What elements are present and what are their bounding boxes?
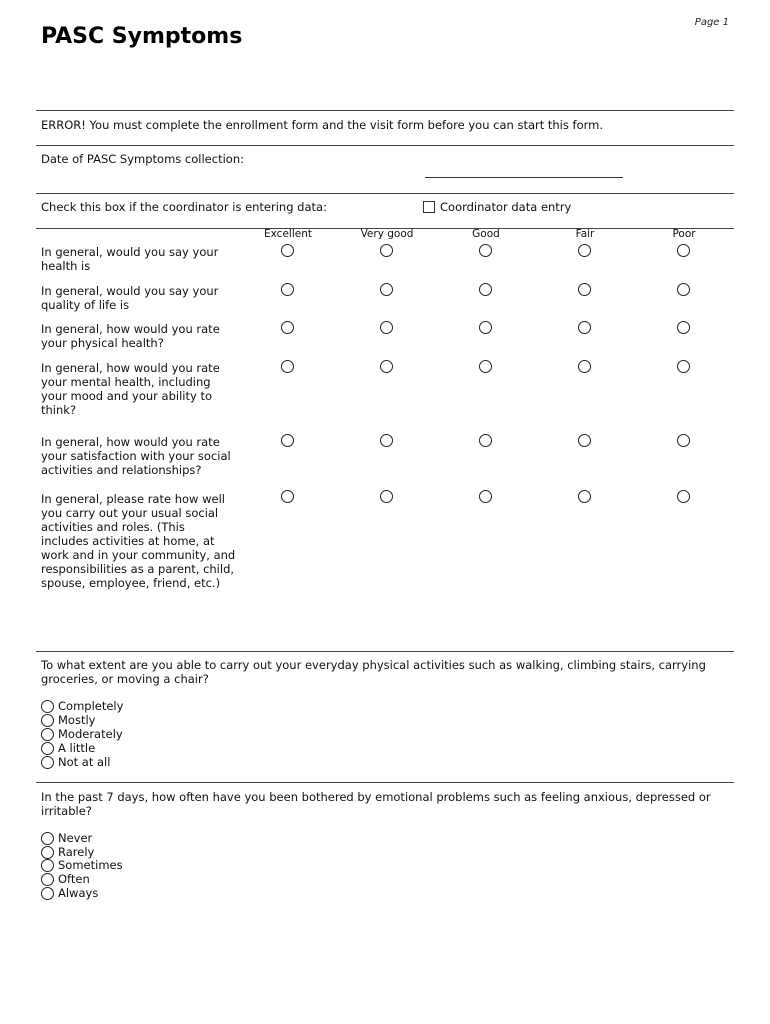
error-message: ERROR! You must complete the enrollment form and the visit form before you can start this form. <box>41 118 603 132</box>
option-label: Completely <box>58 699 124 713</box>
rating-radio[interactable] <box>578 283 591 296</box>
page-title: PASC Symptoms <box>41 24 243 49</box>
rating-radio[interactable] <box>380 283 393 296</box>
divider <box>36 145 734 146</box>
rating-radio[interactable] <box>578 321 591 334</box>
rating-radio[interactable] <box>479 321 492 334</box>
rating-radio[interactable] <box>479 490 492 503</box>
column-header-poor: Poor <box>672 228 696 240</box>
rating-radio[interactable] <box>578 244 591 257</box>
page-number: Page 1 <box>694 17 729 28</box>
option-sometimes[interactable] <box>41 858 123 872</box>
option-not-at-all[interactable] <box>41 755 110 769</box>
date-input[interactable] <box>425 177 623 178</box>
physical-activities-question: To what extent are you able to carry out your everyday physical activities such as walking, climbing stairs, carrying groceries, or moving a chair? <box>41 658 706 686</box>
option-label: Mostly <box>58 713 96 727</box>
column-header-excellent: Excellent <box>264 228 312 240</box>
option-radio[interactable] <box>41 728 54 741</box>
rating-radio[interactable] <box>281 283 294 296</box>
rating-radio[interactable] <box>677 360 690 373</box>
option-radio[interactable] <box>41 756 54 769</box>
option-radio[interactable] <box>41 700 54 713</box>
divider <box>36 782 734 783</box>
rating-question: In general, how would you rate your physical health? <box>41 322 220 350</box>
option-a-little[interactable] <box>41 741 95 755</box>
column-header-very-good: Very good <box>360 228 414 240</box>
rating-question: In general, please rate how well you carry out your usual social activities and roles. (This includes activities at home, at work and in your community, and responsibilities as a parent, child, spouse, employee, friend, etc.) <box>41 492 236 590</box>
rating-question: In general, how would you rate your satisfaction with your social activities and relationships? <box>41 435 231 477</box>
rating-radio[interactable] <box>677 490 690 503</box>
rating-question: In general, would you say your quality of life is <box>41 284 219 312</box>
rating-radio[interactable] <box>479 434 492 447</box>
rating-radio[interactable] <box>281 360 294 373</box>
rating-question: In general, how would you rate your mental health, including your mood and your ability to think? <box>41 361 220 417</box>
divider <box>36 110 734 111</box>
coordinator-question: Check this box if the coordinator is entering data: <box>41 200 327 214</box>
date-field-label: Date of PASC Symptoms collection: <box>41 152 244 166</box>
option-radio[interactable] <box>41 846 54 859</box>
option-label: Not at all <box>58 755 111 769</box>
option-radio[interactable] <box>41 714 54 727</box>
option-often[interactable] <box>41 872 90 886</box>
option-label: Never <box>58 831 93 845</box>
column-header-good: Good <box>472 228 500 240</box>
option-always[interactable] <box>41 886 98 900</box>
rating-radio[interactable] <box>677 244 690 257</box>
option-radio[interactable] <box>41 742 54 755</box>
option-radio[interactable] <box>41 859 54 872</box>
option-never[interactable] <box>41 831 92 845</box>
coordinator-checkbox-label: Coordinator data entry <box>440 200 572 214</box>
option-radio[interactable] <box>41 887 54 900</box>
option-label: Moderately <box>58 727 123 741</box>
rating-radio[interactable] <box>380 244 393 257</box>
option-radio[interactable] <box>41 873 54 886</box>
rating-radio[interactable] <box>677 434 690 447</box>
rating-radio[interactable] <box>380 490 393 503</box>
rating-radio[interactable] <box>479 360 492 373</box>
option-rarely[interactable] <box>41 845 94 859</box>
rating-radio[interactable] <box>677 321 690 334</box>
emotional-problems-question: In the past 7 days, how often have you been bothered by emotional problems such as feeling anxious, depressed or irritable? <box>41 790 711 818</box>
rating-radio[interactable] <box>281 434 294 447</box>
option-completely[interactable] <box>41 699 123 713</box>
rating-radio[interactable] <box>578 490 591 503</box>
divider <box>36 651 734 652</box>
rating-radio[interactable] <box>380 434 393 447</box>
option-radio[interactable] <box>41 832 54 845</box>
divider <box>36 193 734 194</box>
option-mostly[interactable] <box>41 713 95 727</box>
rating-radio[interactable] <box>479 244 492 257</box>
coordinator-checkbox[interactable] <box>423 201 435 213</box>
option-moderately[interactable] <box>41 727 123 741</box>
rating-radio[interactable] <box>380 321 393 334</box>
option-label: A little <box>58 741 96 755</box>
option-label: Always <box>58 886 99 900</box>
rating-question: In general, would you say your health is <box>41 245 219 273</box>
rating-radio[interactable] <box>578 360 591 373</box>
rating-radio[interactable] <box>479 283 492 296</box>
rating-radio[interactable] <box>578 434 591 447</box>
option-label: Often <box>58 872 90 886</box>
rating-radio[interactable] <box>677 283 690 296</box>
option-label: Sometimes <box>58 858 123 872</box>
rating-radio[interactable] <box>281 490 294 503</box>
rating-radio[interactable] <box>380 360 393 373</box>
rating-radio[interactable] <box>281 244 294 257</box>
option-label: Rarely <box>58 845 95 859</box>
rating-radio[interactable] <box>281 321 294 334</box>
column-header-fair: Fair <box>575 228 595 240</box>
